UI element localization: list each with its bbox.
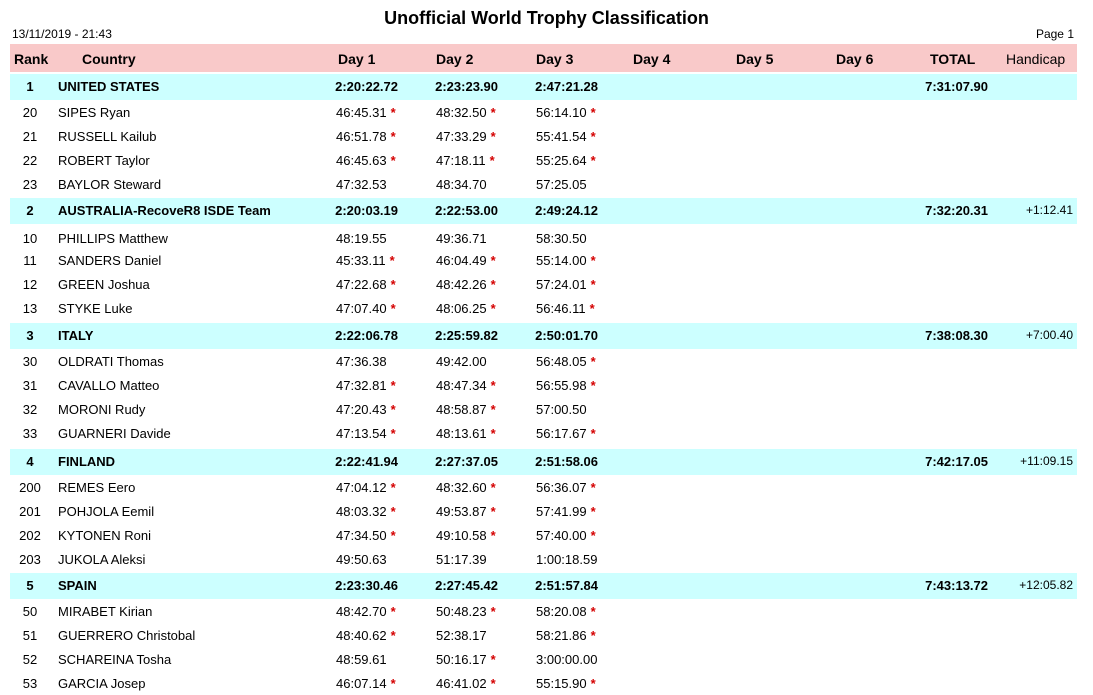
team-row <box>10 198 1077 224</box>
rider-number: 22 <box>22 153 38 168</box>
header-country: Country <box>82 51 136 67</box>
rider-name: OLDRATI Thomas <box>58 354 164 369</box>
counting-time-marker: * <box>490 676 496 691</box>
rider-day2-time: 48:47.34 <box>436 378 487 393</box>
rider-row <box>10 124 1077 148</box>
header-day6: Day 6 <box>836 51 874 67</box>
rider-day1 <box>336 354 416 369</box>
counting-time-marker: * <box>490 402 496 417</box>
counting-time-marker: * <box>590 129 596 144</box>
counting-time-marker: * <box>490 129 496 144</box>
counting-time-marker: * <box>590 105 596 120</box>
rider-name: CAVALLO Matteo <box>58 378 160 393</box>
header-handicap: Handicap <box>1006 51 1066 67</box>
rider-name: PHILLIPS Matthew <box>58 231 168 246</box>
counting-time-marker: * <box>490 301 496 316</box>
team-day1: 2:23:30.46 <box>335 578 398 593</box>
rider-day3-time: 56:14.10 <box>536 105 587 120</box>
rider-day3 <box>536 426 616 441</box>
rider-day1 <box>336 378 416 393</box>
rider-name: BAYLOR Steward <box>58 177 162 192</box>
rider-day3-time: 57:40.00 <box>536 528 587 543</box>
counting-time-marker: * <box>490 604 496 619</box>
rider-day3 <box>536 277 616 292</box>
rider-day3 <box>536 153 616 168</box>
rider-day3 <box>536 354 616 369</box>
rider-day1 <box>336 676 416 691</box>
rider-day3-time: 3:00:00.00 <box>536 652 598 667</box>
rider-day1-time: 47:22.68 <box>336 277 387 292</box>
rider-day1 <box>336 426 416 441</box>
rider-day3 <box>536 528 616 543</box>
rider-day1-time: 46:45.63 <box>336 153 387 168</box>
rider-day2-time: 50:16.17 <box>436 652 487 667</box>
rider-name: KYTONEN Roni <box>58 528 151 543</box>
rider-day1 <box>336 552 416 567</box>
rider-number: 11 <box>23 253 37 268</box>
team-country: FINLAND <box>58 454 116 469</box>
team-total: 7:32:20.31 <box>925 203 988 218</box>
rider-day1-time: 48:59.61 <box>336 652 387 667</box>
rider-row <box>10 100 1077 124</box>
rider-day1 <box>336 301 416 316</box>
rider-name: GUARNERI Davide <box>58 426 171 441</box>
rider-day3-time: 56:17.67 <box>536 426 587 441</box>
rider-day2-time: 46:41.02 <box>436 676 487 691</box>
rider-row <box>10 421 1077 445</box>
team-country: UNITED STATES <box>58 79 160 94</box>
team-handicap: +12:05.82 <box>1019 578 1073 592</box>
rider-number: 10 <box>22 231 38 246</box>
team-day1: 2:22:06.78 <box>335 328 398 343</box>
team-rank: 2 <box>26 203 34 218</box>
rider-day2-time: 52:38.17 <box>436 628 487 643</box>
rider-row <box>10 148 1077 172</box>
rider-name: REMES Eero <box>58 480 136 495</box>
rider-day1 <box>336 177 416 192</box>
counting-time-marker: * <box>489 153 495 168</box>
rider-day2-time: 46:04.49 <box>436 253 487 268</box>
team-day2: 2:23:23.90 <box>435 79 498 94</box>
rider-name: JUKOLA Aleksi <box>58 552 146 567</box>
team-day2: 2:25:59.82 <box>435 328 498 343</box>
counting-time-marker: * <box>590 277 596 292</box>
counting-time-marker: * <box>390 402 396 417</box>
counting-time-marker: * <box>390 426 396 441</box>
rider-day3-time: 58:30.50 <box>536 231 587 246</box>
header-total: TOTAL <box>930 51 976 67</box>
rider-day1-time: 47:04.12 <box>336 480 387 495</box>
rider-day2 <box>436 129 516 144</box>
rider-day2-time: 48:42.26 <box>436 277 487 292</box>
counting-time-marker: * <box>390 604 396 619</box>
rider-number: 12 <box>22 277 38 292</box>
counting-time-marker: * <box>590 604 596 619</box>
rider-number: 200 <box>19 480 41 495</box>
rider-name: RUSSELL Kailub <box>58 129 157 144</box>
rider-day3 <box>536 628 616 643</box>
rider-day1 <box>336 253 416 268</box>
team-day3: 2:51:58.06 <box>535 454 598 469</box>
rider-day3-time: 55:41.54 <box>536 129 587 144</box>
rider-day1 <box>336 105 416 120</box>
rider-day1-time: 47:36.38 <box>336 354 387 369</box>
counting-time-marker: * <box>390 153 396 168</box>
rider-day3-time: 57:24.01 <box>536 277 587 292</box>
rider-row <box>10 475 1077 499</box>
team-total: 7:42:17.05 <box>925 454 988 469</box>
counting-time-marker: * <box>490 426 496 441</box>
rider-day3-time: 56:48.05 <box>536 354 587 369</box>
rider-day3 <box>536 604 616 619</box>
header-day4: Day 4 <box>633 51 671 67</box>
rider-day2 <box>436 354 516 369</box>
rider-day1-time: 47:32.53 <box>336 177 387 192</box>
team-row <box>10 323 1077 349</box>
rider-day3-time: 58:21.86 <box>536 628 587 643</box>
rider-day1 <box>336 153 416 168</box>
rider-number: 52 <box>22 652 38 667</box>
rider-day3-time: 55:15.90 <box>536 676 587 691</box>
rider-day1-time: 48:42.70 <box>336 604 387 619</box>
rider-row <box>10 647 1077 671</box>
rider-day2 <box>436 652 516 667</box>
rider-day2 <box>436 277 516 292</box>
rider-day2 <box>436 504 516 519</box>
rider-number: 51 <box>22 628 38 643</box>
counting-time-marker: * <box>590 426 596 441</box>
rider-row <box>10 272 1077 296</box>
rider-day1 <box>336 277 416 292</box>
rider-day1-time: 47:34.50 <box>336 528 387 543</box>
rider-day3-time: 57:41.99 <box>536 504 587 519</box>
rider-day2-time: 49:10.58 <box>436 528 487 543</box>
rider-day2-time: 49:42.00 <box>436 354 487 369</box>
rider-day2 <box>436 153 516 168</box>
rider-number: 21 <box>22 129 38 144</box>
rider-name: STYKE Luke <box>58 301 133 316</box>
rider-day1-time: 47:13.54 <box>336 426 387 441</box>
rider-day2 <box>436 528 516 543</box>
rider-day1 <box>336 628 416 643</box>
rider-day2 <box>436 378 516 393</box>
rider-name: GARCIA Josep <box>58 676 146 691</box>
counting-time-marker: * <box>590 676 596 691</box>
counting-time-marker: * <box>390 105 396 120</box>
team-day3: 2:49:24.12 <box>535 203 598 218</box>
rider-name: POHJOLA Eemil <box>58 504 155 519</box>
team-rank: 4 <box>26 454 34 469</box>
team-day1: 2:20:22.72 <box>335 79 398 94</box>
counting-time-marker: * <box>590 480 596 495</box>
rider-day2-time: 48:13.61 <box>436 426 487 441</box>
rider-day1-time: 49:50.63 <box>336 552 387 567</box>
team-total: 7:38:08.30 <box>925 328 988 343</box>
team-day2: 2:27:37.05 <box>435 454 498 469</box>
counting-time-marker: * <box>589 301 595 316</box>
rider-day3 <box>536 504 616 519</box>
team-day2: 2:27:45.42 <box>435 578 498 593</box>
rider-day3 <box>536 402 616 417</box>
team-day2: 2:22:53.00 <box>435 203 498 218</box>
counting-time-marker: * <box>590 504 596 519</box>
rider-day1 <box>336 504 416 519</box>
counting-time-marker: * <box>390 480 396 495</box>
rider-number: 53 <box>22 676 38 691</box>
team-day3: 2:50:01.70 <box>535 328 598 343</box>
rider-day2-time: 48:32.50 <box>436 105 487 120</box>
rider-name: GUERRERO Christobal <box>58 628 196 643</box>
rider-number: 201 <box>19 504 41 519</box>
counting-time-marker: * <box>590 354 596 369</box>
rider-day2-time: 47:33.29 <box>436 129 487 144</box>
team-total: 7:43:13.72 <box>925 578 988 593</box>
rider-number: 20 <box>22 105 38 120</box>
rider-day3 <box>536 378 616 393</box>
rider-day3 <box>536 676 616 691</box>
rider-day3 <box>536 552 616 567</box>
counting-time-marker: * <box>490 105 496 120</box>
rider-day1 <box>336 480 416 495</box>
rider-number: 202 <box>19 528 41 543</box>
rider-name: ROBERT Taylor <box>58 153 150 168</box>
team-country: ITALY <box>58 328 94 343</box>
rider-day3 <box>536 301 616 316</box>
team-day1: 2:22:41.94 <box>335 454 398 469</box>
counting-time-marker: * <box>590 153 596 168</box>
rider-number: 31 <box>22 378 38 393</box>
rider-day1 <box>336 604 416 619</box>
rider-day3 <box>536 177 616 192</box>
rider-day1-time: 48:19.55 <box>336 231 387 246</box>
counting-time-marker: * <box>490 504 496 519</box>
counting-time-marker: * <box>590 528 596 543</box>
rider-day1-time: 45:33.11 <box>336 253 386 268</box>
rider-day3-time: 58:20.08 <box>536 604 587 619</box>
rider-day2-time: 50:48.23 <box>436 604 487 619</box>
counting-time-marker: * <box>490 652 496 667</box>
rider-day2-time: 47:18.11 <box>436 153 486 168</box>
counting-time-marker: * <box>490 253 496 268</box>
rider-day2-time: 49:36.71 <box>436 231 487 246</box>
rider-day2-time: 48:32.60 <box>436 480 487 495</box>
header-day5: Day 5 <box>736 51 774 67</box>
counting-time-marker: * <box>390 378 396 393</box>
rider-row <box>10 547 1077 571</box>
rider-day2 <box>436 231 516 246</box>
rider-row <box>10 623 1077 647</box>
rider-day3-time: 56:55.98 <box>536 378 587 393</box>
team-handicap: +7:00.40 <box>1025 328 1073 342</box>
page-number: Page 1 <box>1035 27 1074 41</box>
counting-time-marker: * <box>390 528 396 543</box>
table-header <box>10 44 1077 72</box>
rider-day2 <box>436 426 516 441</box>
rider-day1 <box>336 129 416 144</box>
counting-time-marker: * <box>590 628 596 643</box>
report-date: 13/11/2019 - 21:43 <box>12 27 112 41</box>
counting-time-marker: * <box>490 528 496 543</box>
rider-number: 13 <box>22 301 38 316</box>
rider-day1-time: 47:20.43 <box>336 402 387 417</box>
rider-day2 <box>436 552 516 567</box>
team-day3: 2:51:57.84 <box>535 578 598 593</box>
team-row <box>10 573 1077 599</box>
counting-time-marker: * <box>390 277 396 292</box>
rider-row <box>10 599 1077 623</box>
rider-day1 <box>336 231 416 246</box>
rider-day2 <box>436 253 516 268</box>
counting-time-marker: * <box>590 378 596 393</box>
rider-number: 23 <box>22 177 38 192</box>
rider-day3-time: 55:25.64 <box>536 153 587 168</box>
rider-day2-time: 51:17.39 <box>436 552 487 567</box>
team-day3: 2:47:21.28 <box>535 79 598 94</box>
team-country: SPAIN <box>58 578 97 593</box>
rider-day3-time: 1:00:18.59 <box>536 552 598 567</box>
rider-day3-time: 55:14.00 <box>536 253 587 268</box>
rider-day3-time: 57:25.05 <box>536 177 587 192</box>
team-handicap: +11:09.15 <box>1020 454 1073 468</box>
rider-name: SCHAREINA Tosha <box>58 652 172 667</box>
team-country: AUSTRALIA-RecoveR8 ISDE Team <box>58 203 271 218</box>
rider-name: GREEN Joshua <box>58 277 150 292</box>
rider-row <box>10 499 1077 523</box>
rider-day3 <box>536 480 616 495</box>
rider-day1-time: 46:07.14 <box>336 676 387 691</box>
rider-day2 <box>436 676 516 691</box>
rider-day2-time: 49:53.87 <box>436 504 487 519</box>
team-row <box>10 74 1077 100</box>
counting-time-marker: * <box>490 378 496 393</box>
rider-number: 203 <box>19 552 41 567</box>
rider-day1-time: 48:03.32 <box>336 504 387 519</box>
rider-number: 50 <box>22 604 38 619</box>
counting-time-marker: * <box>390 676 396 691</box>
rider-day2-time: 48:06.25 <box>436 301 487 316</box>
rider-number: 32 <box>22 402 38 417</box>
counting-time-marker: * <box>390 504 396 519</box>
rider-number: 30 <box>22 354 38 369</box>
rider-row <box>10 172 1077 196</box>
rider-row <box>10 349 1077 373</box>
team-handicap: +1:12.41 <box>1025 203 1073 217</box>
header-rank: Rank <box>14 51 49 67</box>
rider-day1-time: 47:07.40 <box>336 301 387 316</box>
rider-day1 <box>336 652 416 667</box>
rider-day3 <box>536 129 616 144</box>
counting-time-marker: * <box>490 480 496 495</box>
rider-day2-time: 48:58.87 <box>436 402 487 417</box>
rider-day2 <box>436 402 516 417</box>
rider-day1-time: 48:40.62 <box>336 628 387 643</box>
counting-time-marker: * <box>590 253 596 268</box>
rider-row <box>10 226 1077 250</box>
counting-time-marker: * <box>490 277 496 292</box>
rider-row <box>10 523 1077 547</box>
rider-number: 33 <box>22 426 38 441</box>
counting-time-marker: * <box>389 253 395 268</box>
rider-day3-time: 56:46.11 <box>536 301 586 316</box>
rider-day3 <box>536 253 616 268</box>
counting-time-marker: * <box>390 628 396 643</box>
rider-name: MORONI Rudy <box>58 402 146 417</box>
team-total: 7:31:07.90 <box>925 79 988 94</box>
team-rank: 3 <box>26 328 34 343</box>
rider-day1-time: 46:51.78 <box>336 129 387 144</box>
rider-day1-time: 47:32.81 <box>336 378 387 393</box>
rider-day2 <box>436 480 516 495</box>
rider-day2 <box>436 177 516 192</box>
team-row <box>10 449 1077 475</box>
rider-day3-time: 56:36.07 <box>536 480 587 495</box>
team-rank: 5 <box>26 578 34 593</box>
rider-name: SIPES Ryan <box>58 105 131 120</box>
rider-day3 <box>536 231 616 246</box>
team-day1: 2:20:03.19 <box>335 203 398 218</box>
rider-day2-time: 48:34.70 <box>436 177 487 192</box>
rider-day3-time: 57:00.50 <box>536 402 587 417</box>
rider-row <box>10 671 1077 695</box>
rider-day2 <box>436 105 516 120</box>
counting-time-marker: * <box>390 129 396 144</box>
rider-day3 <box>536 652 616 667</box>
rider-day2 <box>436 628 516 643</box>
rider-name: SANDERS Daniel <box>58 253 162 268</box>
header-day2: Day 2 <box>436 51 474 67</box>
rider-row <box>10 296 1077 320</box>
counting-time-marker: * <box>390 301 396 316</box>
header-day1: Day 1 <box>338 51 376 67</box>
rider-name: MIRABET Kirian <box>58 604 153 619</box>
rider-day3 <box>536 105 616 120</box>
rider-row <box>10 373 1077 397</box>
page-title: Unofficial World Trophy Classification <box>384 8 709 28</box>
rider-day1-time: 46:45.31 <box>336 105 387 120</box>
team-rank: 1 <box>26 79 34 94</box>
rider-day2 <box>436 301 516 316</box>
rider-day1 <box>336 528 416 543</box>
rider-row <box>10 397 1077 421</box>
header-day3: Day 3 <box>536 51 574 67</box>
rider-day2 <box>436 604 516 619</box>
rider-day1 <box>336 402 416 417</box>
rider-row <box>10 248 1077 272</box>
